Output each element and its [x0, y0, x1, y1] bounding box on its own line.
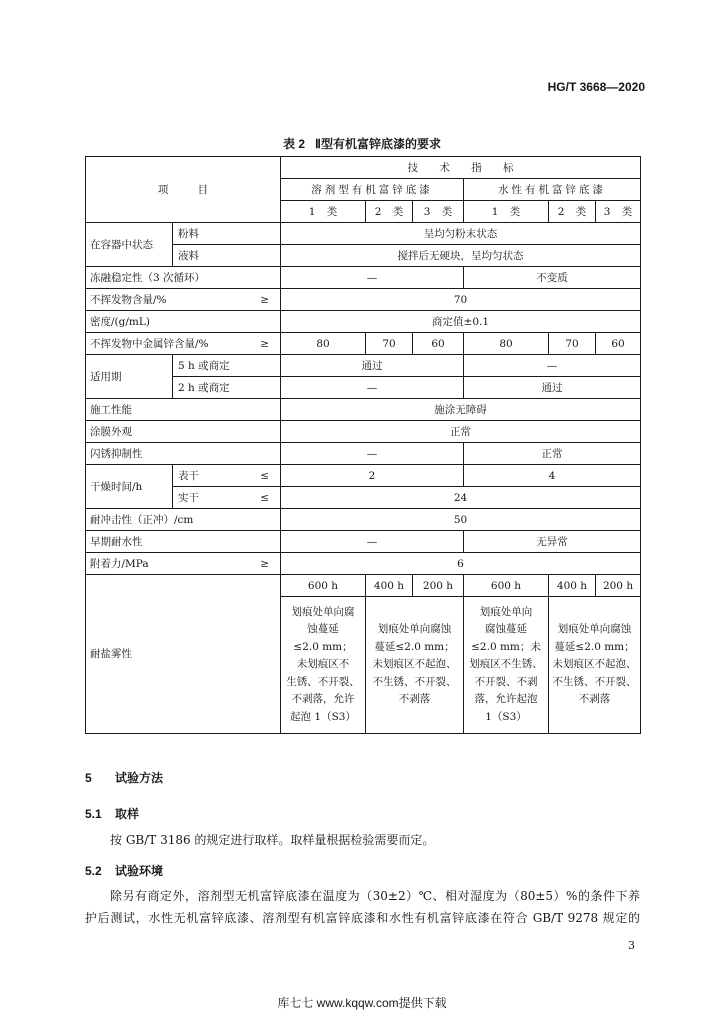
salt-spray-hours: 200 h	[413, 575, 464, 597]
pot-life-label: 适用期	[86, 355, 173, 399]
drying-time-label: 干燥时间/h	[86, 465, 173, 509]
salt-spray-req-water-400-200h	[549, 597, 641, 734]
salt-spray-hours: 600 h	[281, 575, 366, 597]
table-row-early-water	[86, 531, 641, 553]
zinc-value: 80	[464, 333, 549, 355]
impact-label: 耐冲击性（正冲）/cm	[86, 509, 281, 531]
table-row-flash-rust	[86, 443, 641, 465]
pot-life-5h-label: 5 h 或商定	[173, 355, 281, 377]
liquid-label: 液料	[173, 245, 281, 267]
table-row-freeze-thaw	[86, 267, 641, 289]
freeze-thaw-label: 冻融稳定性（3 次循环）	[86, 267, 281, 289]
salt-spray-hours: 400 h	[549, 575, 596, 597]
nonvolatile-value: 70	[281, 289, 641, 311]
table-row-adhesion	[86, 553, 641, 575]
surface-dry-water: 4	[464, 465, 641, 487]
class-header: 2 类	[366, 201, 413, 223]
table-row-state-powder	[86, 223, 641, 245]
req-line: 未划痕区不起泡、	[372, 658, 457, 671]
salt-spray-req-water-600h	[464, 597, 549, 734]
req-line: ≤2.0 mm；	[293, 640, 353, 653]
req-line: 生锈、不开裂、	[286, 675, 360, 688]
pot-life-2h-water: 通过	[464, 377, 641, 399]
req-line: 不开裂、不剥	[474, 675, 538, 688]
req-line: 不剥落	[578, 693, 611, 706]
density-value: 商定值±0.1	[281, 311, 641, 333]
req-line: 未划痕区不	[296, 658, 350, 671]
req-line: 划痕处单向腐	[291, 605, 355, 618]
table-row-zinc	[86, 333, 641, 355]
tech-index-header: 技 术 指 标	[281, 157, 641, 179]
state-in-container-label: 在容器中状态	[86, 223, 173, 267]
powder-label: 粉料	[173, 223, 281, 245]
salt-spray-req-solvent-400-200h	[366, 597, 464, 734]
freeze-thaw-water: 不变质	[464, 267, 641, 289]
nonvolatile-label-cell	[86, 289, 281, 311]
salt-spray-label: 耐盐雾性	[86, 575, 281, 734]
group-water-header: 水性有机富锌底漆	[464, 179, 641, 201]
req-line: 蔓延≤2.0 mm；	[374, 640, 455, 653]
zinc-value: 70	[549, 333, 596, 355]
hard-dry-label-wrap	[173, 492, 280, 504]
req-line: 划痕处单向腐蚀	[377, 623, 452, 636]
appearance-value: 正常	[281, 421, 641, 443]
page-number: 3	[628, 939, 635, 952]
section-number: 5.2	[85, 864, 102, 878]
req-line: ≤2.0 mm；未	[471, 640, 541, 653]
req-line: 不剥落，允许	[291, 693, 355, 706]
liquid-value: 搅拌后无硬块，呈均匀状态	[281, 245, 641, 267]
req-line: 不生锈、不开裂、	[372, 675, 457, 688]
req-line: 不生锈、不开裂、	[552, 675, 637, 688]
class-header: 1 类	[464, 201, 549, 223]
zinc-label-wrap	[86, 338, 280, 350]
zinc-value: 60	[596, 333, 641, 355]
table-row-head-tech	[86, 157, 641, 179]
zinc-label: 不挥发物中金属锌含量/%	[90, 337, 209, 350]
section-5-1-text: 按 GB/T 3186 的规定进行取样。取样量根据检验需要而定。	[110, 833, 435, 847]
early-water-water: 无异常	[464, 531, 641, 553]
download-footer: 库七七 www.kqqw.com提供下载	[277, 996, 447, 1010]
section-title: 取样	[115, 807, 140, 821]
req-line: 未划痕区不起泡、	[552, 658, 637, 671]
class-header: 3 类	[596, 201, 641, 223]
hard-dry-label-cell	[173, 487, 281, 509]
class-header: 2 类	[549, 201, 596, 223]
table-row-density	[86, 311, 641, 333]
req-line: 划痕处单向腐蚀	[557, 623, 632, 636]
zinc-value: 60	[413, 333, 464, 355]
salt-spray-hours: 400 h	[366, 575, 413, 597]
adhesion-label: 附着力/MPa	[90, 557, 149, 570]
group-solvent-header: 溶剂型有机富锌底漆	[281, 179, 464, 201]
density-label: 密度/(g/mL)	[86, 311, 281, 333]
early-water-solvent: —	[281, 531, 464, 553]
req-line: 不剥落	[398, 693, 431, 706]
section-title: 试验环境	[115, 864, 164, 878]
adhesion-label-cell	[86, 553, 281, 575]
section-5-2-text-line-1: 除另有商定外，溶剂型无机富锌底漆在温度为（30±2）℃、相对湿度为（80±5）%的条件下养	[110, 889, 640, 903]
section-number: 5.1	[85, 807, 102, 821]
freeze-thaw-solvent: —	[281, 267, 464, 289]
appearance-label: 涂膜外观	[86, 421, 281, 443]
req-line: 蚀蔓延	[307, 623, 339, 636]
table-caption-number: 表 2	[283, 137, 306, 151]
table-row-impact	[86, 509, 641, 531]
nonvolatile-label: 不挥发物含量/%	[90, 293, 167, 306]
table-row-drying-surface	[86, 465, 641, 487]
zinc-symbol: ≥	[260, 337, 269, 350]
section-title: 试验方法	[115, 771, 164, 785]
adhesion-symbol: ≥	[260, 557, 269, 570]
class-header: 3 类	[413, 201, 464, 223]
section-5-1-heading	[85, 805, 139, 822]
pot-life-5h-water: —	[464, 355, 641, 377]
impact-value: 50	[281, 509, 641, 531]
nonvolatile-label-wrap	[86, 294, 280, 306]
salt-spray-hours: 200 h	[596, 575, 641, 597]
item-header: 项 目	[86, 157, 281, 223]
application-label: 施工性能	[86, 399, 281, 421]
surface-dry-symbol: ≤	[260, 469, 269, 482]
adhesion-value: 6	[281, 553, 641, 575]
section-5-2-text-line-2: 护后测试，水性无机富锌底漆、溶剂型有机富锌底漆和水性有机富锌底漆在符合 GB/T 9278 规定的	[85, 911, 640, 925]
surface-dry-label-cell	[173, 465, 281, 487]
class-header: 1 类	[281, 201, 366, 223]
table-body	[86, 157, 641, 734]
table-row-salt-spray-hours	[86, 575, 641, 597]
req-line: 划痕处单向	[479, 605, 533, 618]
flash-rust-label: 闪锈抑制性	[86, 443, 281, 465]
pot-life-2h-solvent: —	[281, 377, 464, 399]
req-line: 蔓延≤2.0 mm；	[554, 640, 635, 653]
zinc-value: 70	[366, 333, 413, 355]
section-number: 5	[85, 771, 92, 785]
early-water-label: 早期耐水性	[86, 531, 281, 553]
table-row-appearance	[86, 421, 641, 443]
requirements-table	[85, 156, 641, 734]
standard-number: HG/T 3668—2020	[547, 80, 645, 94]
surface-dry-label-wrap	[173, 470, 280, 482]
powder-value: 呈均匀粉末状态	[281, 223, 641, 245]
flash-rust-solvent: —	[281, 443, 464, 465]
req-line: 落，允许起泡	[474, 693, 538, 706]
table-row-pot-life-5h	[86, 355, 641, 377]
nonvolatile-symbol: ≥	[260, 293, 269, 306]
pot-life-5h-solvent: 通过	[281, 355, 464, 377]
surface-dry-solvent: 2	[281, 465, 464, 487]
salt-spray-hours: 600 h	[464, 575, 549, 597]
req-line: 起泡 1（S3）	[290, 710, 356, 723]
hard-dry-value: 24	[281, 487, 641, 509]
flash-rust-water: 正常	[464, 443, 641, 465]
table-caption	[0, 135, 724, 152]
hard-dry-label: 实干	[178, 491, 199, 504]
section-5-2-heading	[85, 862, 163, 879]
application-value: 施涂无障碍	[281, 399, 641, 421]
pot-life-2h-label: 2 h 或商定	[173, 377, 281, 399]
req-line: 1（S3）	[485, 710, 527, 723]
table-row-nonvolatile	[86, 289, 641, 311]
table-row-application	[86, 399, 641, 421]
zinc-label-cell	[86, 333, 281, 355]
zinc-value: 80	[281, 333, 366, 355]
section-5-heading	[85, 769, 163, 786]
salt-spray-req-solvent-600h	[281, 597, 366, 734]
hard-dry-symbol: ≤	[260, 491, 269, 504]
surface-dry-label: 表干	[178, 469, 199, 482]
adhesion-label-wrap	[86, 558, 280, 570]
table-caption-title: Ⅱ型有机富锌底漆的要求	[315, 137, 441, 151]
req-line: 腐蚀蔓延	[485, 623, 527, 636]
req-line: 划痕区不生锈、	[469, 658, 543, 671]
